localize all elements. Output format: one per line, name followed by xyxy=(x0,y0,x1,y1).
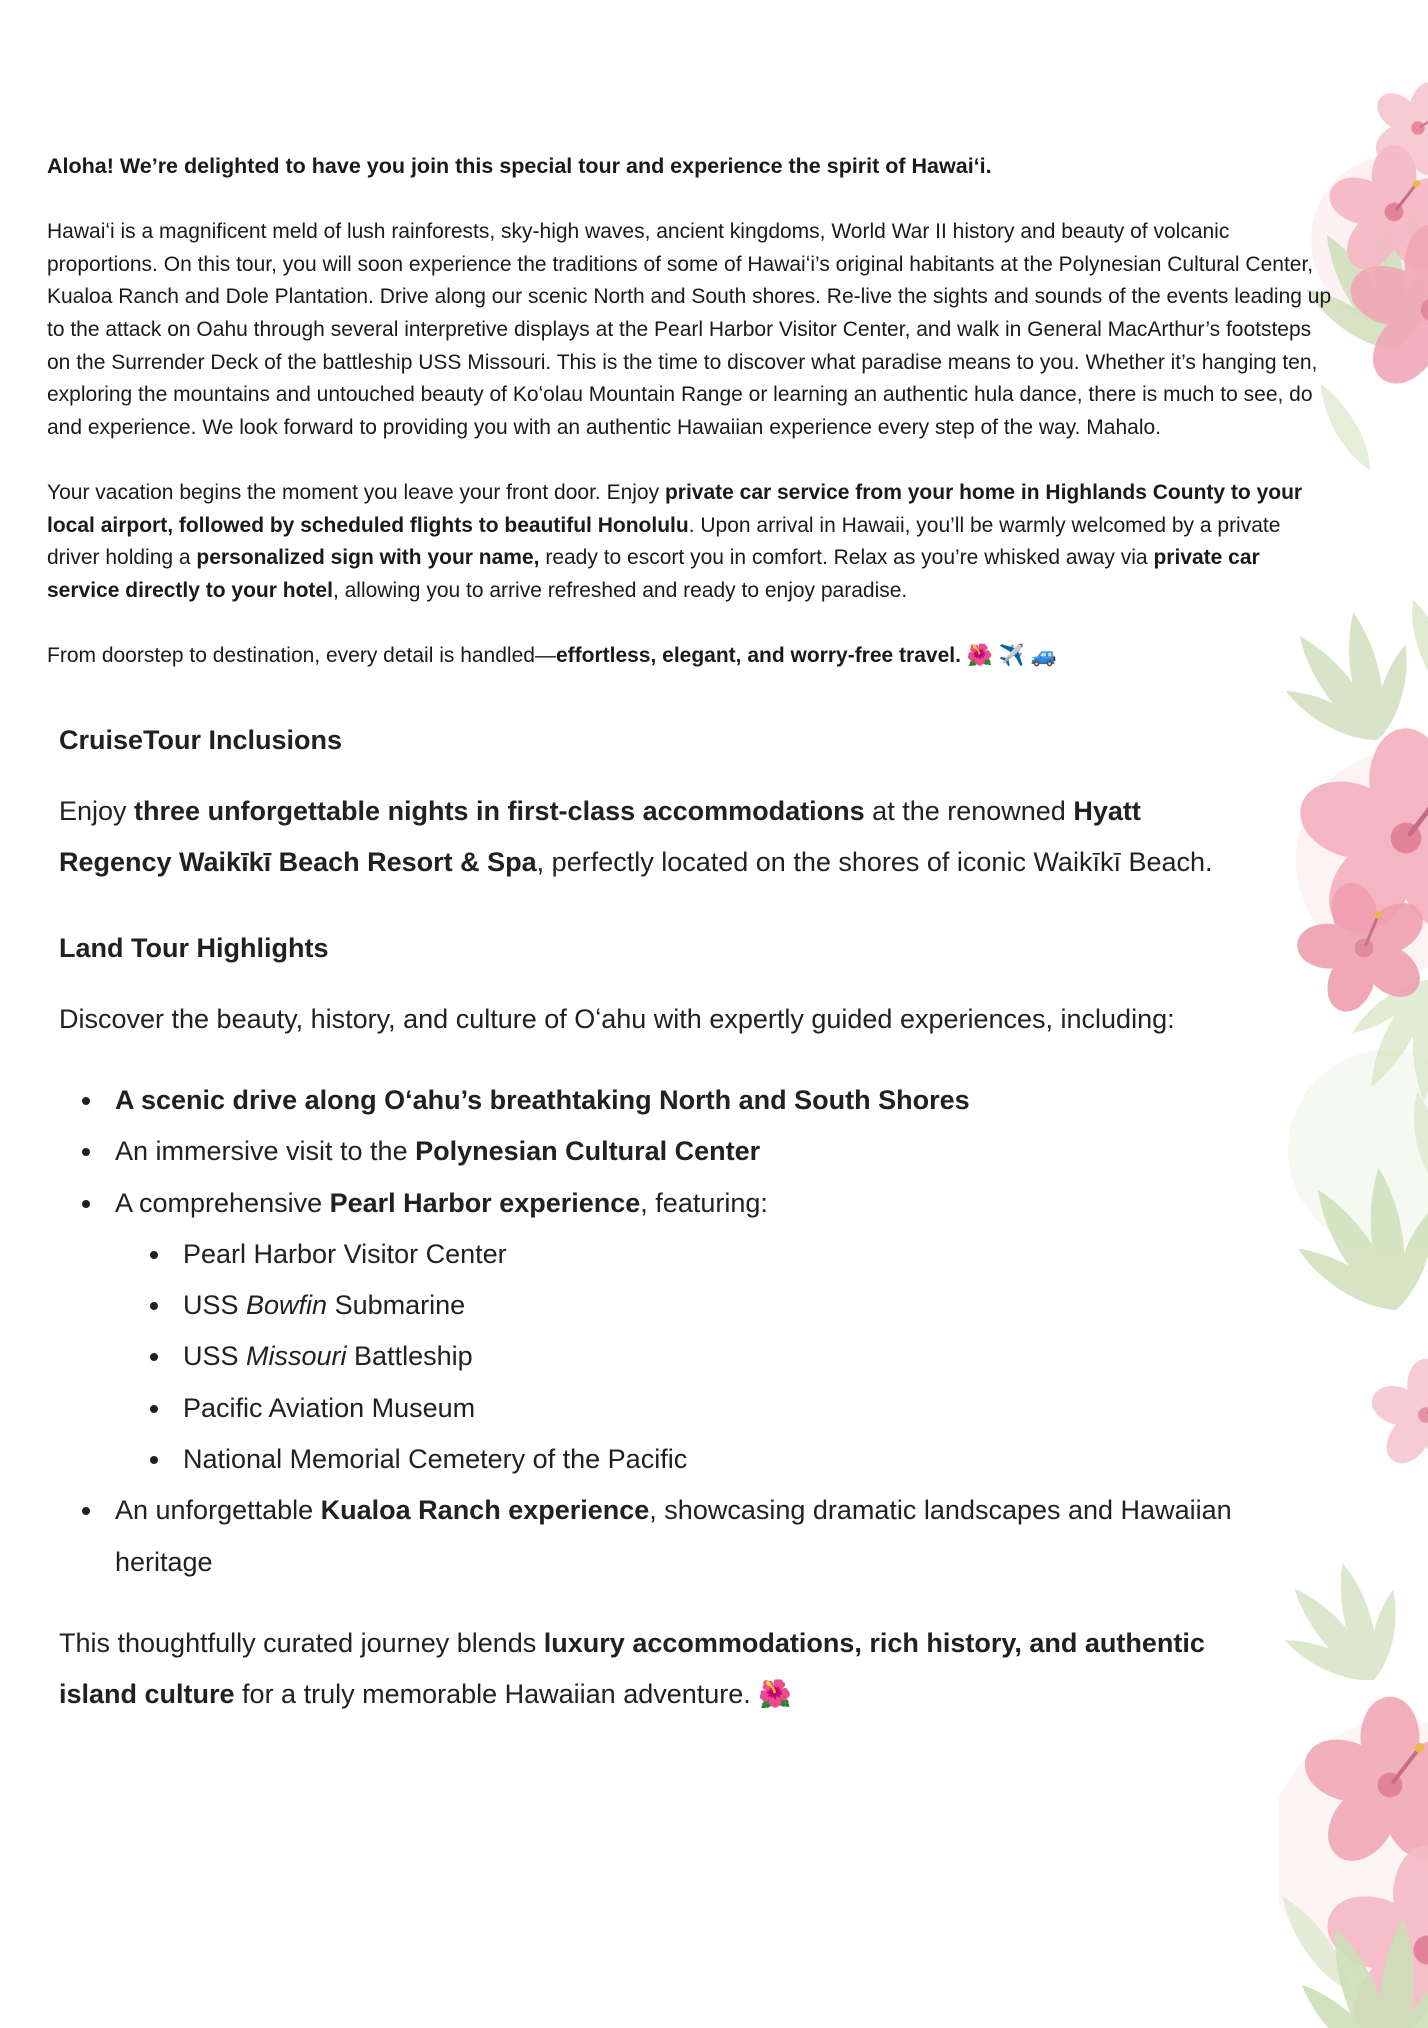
travel-logistics-paragraph: Your vacation begins the moment you leave your front door. Enjoy private car service from your home in Highlands County to your local airport, followed by scheduled flights to beautiful Honolulu. Upon arrival in Hawaii, you’ll be warmly welcomed by a private driver holding a personalized sign with your name, ready to escort you in comfort. Relax as you’re whisked away via private car service directly to your hotel, allowing you to arrive refreshed and ready to enjoy paradise. xyxy=(47,481,1303,602)
list-item-text: USS Missouri Battleship xyxy=(183,1341,473,1372)
list-item-text: National Memorial Cemetery of the Pacific xyxy=(183,1444,688,1475)
welcome-section xyxy=(47,150,1337,673)
list-item xyxy=(173,1229,1249,1280)
list-item xyxy=(173,1280,1249,1331)
hibiscus-emoji: 🌺 xyxy=(966,644,993,668)
list-item xyxy=(173,1331,1249,1382)
list-item-text: Pacific Aviation Museum xyxy=(183,1392,476,1423)
welcome-heading: Aloha! We’re delighted to have you join this special tour and experience the spirit of Hawaiʻi. xyxy=(47,154,992,178)
list-item-text: Pearl Harbor Visitor Center xyxy=(183,1238,507,1269)
hibiscus-emoji: 🌺 xyxy=(758,1679,792,1710)
airplane-emoji: ✈️ xyxy=(998,644,1025,668)
doorstep-to-destination-line: From doorstep to destination, every detail is handled—effortless, elegant, and worry-free travel. 🌺 ✈️ 🚙 xyxy=(47,644,1057,668)
closing-paragraph: This thoughtfully curated journey blends luxury accommodations, rich history, and authentic island culture for a truly memorable Hawaiian adventure. 🌺 xyxy=(59,1627,1205,1710)
list-item xyxy=(105,1126,1249,1177)
car-emoji: 🚙 xyxy=(1030,644,1057,668)
highlights-intro-paragraph: Discover the beauty, history, and culture of Oʻahu with expertly guided experiences, including: xyxy=(59,1003,1175,1034)
list-item xyxy=(173,1434,1249,1485)
land-tour-highlights-heading: Land Tour Highlights xyxy=(59,932,329,963)
tour-details-section xyxy=(59,723,1249,1721)
hawaii-overview-paragraph: Hawaiʻi is a magnificent meld of lush rainforests, sky-high waves, ancient kingdoms, World War II history and beauty of volcanic proportions. On this tour, you will soon experience the traditions of some of Hawaiʻi’s original habitants at the Polynesian Cultural Center, Kualoa Ranch and Dole Plantation. Drive along our scenic North and South shores. Re-live the sights and sounds of the events leading up to the attack on Oahu through several interpretive displays at the Pearl Harbor Visitor Center, and walk in General MacArthur’s footsteps on the Surrender Deck of the battleship USS Missouri. This is the time to discover what paradise means to you. Whether it’s hanging ten, exploring the mountains and untouched beauty of Koʻolau Mountain Range or learning an authentic hula dance, there is much to see, do and experience. We look forward to providing you with an authentic Hawaiian experience every step of the way. Mahalo. xyxy=(47,220,1332,439)
list-item-text: An immersive visit to the Polynesian Cultural Center xyxy=(115,1136,761,1167)
accommodations-paragraph: Enjoy three unforgettable nights in first-class accommodations at the renowned Hyatt Regency Waikīkī Beach Resort & Spa, perfectly located on the shores of iconic Waikīkī Beach. xyxy=(59,795,1213,878)
cruisetour-inclusions-heading: CruiseTour Inclusions xyxy=(59,724,343,755)
pearl-harbor-sublist xyxy=(115,1229,1249,1485)
list-item xyxy=(105,1075,1249,1126)
highlights-list xyxy=(59,1075,1249,1588)
list-item xyxy=(105,1178,1249,1486)
list-item-text: A scenic drive along Oʻahu’s breathtaking North and South Shores xyxy=(115,1084,970,1115)
list-item-text: An unforgettable Kualoa Ranch experience, showcasing dramatic landscapes and Hawaiian heritage xyxy=(115,1495,1232,1577)
list-item-text: USS Bowfin Submarine xyxy=(183,1290,466,1321)
list-item xyxy=(173,1383,1249,1434)
list-item-text: A comprehensive Pearl Harbor experience, featuring: xyxy=(115,1187,768,1218)
list-item xyxy=(105,1485,1249,1588)
